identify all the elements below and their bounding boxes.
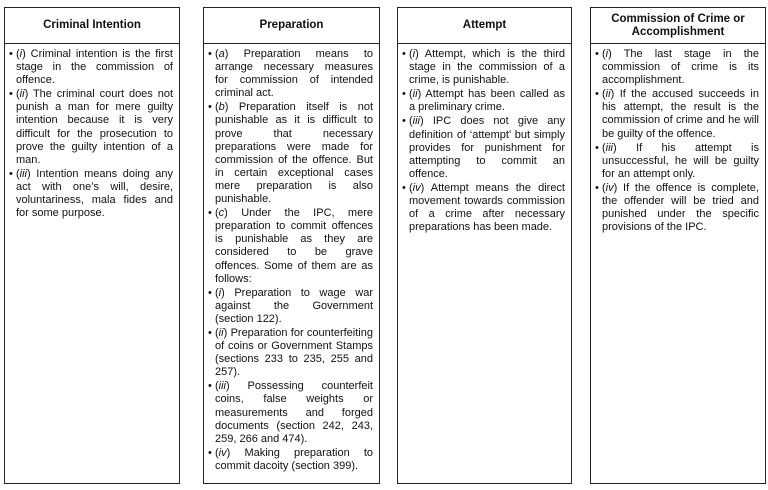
item-text: If his attempt is unsuccessful, he will be guilty for an attempt only. [602,141,759,180]
column-title: Criminal Intention [5,8,179,44]
list-item: • (i) Preparation to wage war against the Government (section 122). [208,286,373,325]
item-number: i [412,48,416,60]
item-text: Attempt means the direct movement towards commission of a crime after necessary preparations has been made. [409,181,565,234]
bullet-icon: • [595,48,599,60]
item-number: i [605,48,609,60]
bullet-icon: • [208,207,212,220]
item-number: iii [605,141,614,154]
item-text: Intention means doing any act with one’s will, desire, voluntariness, mala fides and for some purpose. [16,167,173,220]
list-item: • (b) Preparation itself is not punishable as it is difficult to prove that necessary preparations were made for commission of the offence. But in certain exceptional cases mere preparation is also punishable. [208,101,373,206]
item-list [5,44,179,220]
column-criminal-intention [4,7,180,484]
item-number: a [218,48,225,60]
list-item: • (iv) Making preparation to commit dacoity (section 399). [208,446,373,472]
list-item: • (i) Attempt, which is the third stage in the commission of a crime, is punishable. [402,48,565,87]
item-number: ii [412,88,418,101]
item-text: Attempt has been called as a preliminary crime. [409,88,565,114]
bullet-icon: • [208,48,212,60]
item-text: The criminal court does not punish a man for mere guilty intention because it is very difficult for the prosecution to prove the guilty intention of a man. [16,88,173,166]
item-number: i [19,48,23,60]
bullet-icon: • [402,115,406,128]
column-preparation [203,7,380,484]
item-list [204,44,379,473]
item-text: Preparation to wage war against the Government (section 122). [215,286,373,325]
item-number: ii [218,326,224,339]
item-text: Possessing counterfeit coins, false weights or measurements and forged documents (section 242, 243, 259, 266 and 474). [215,380,373,445]
item-text: Preparation means to arrange necessary measures for commission of intended criminal act. [215,48,373,100]
item-number: iii [412,115,421,128]
bullet-icon: • [9,167,13,180]
list-item: • (ii) The criminal court does not punish a man for mere guilty intention because it is very difficult for the prosecution to prove the guilty intention of a man. [9,88,173,166]
item-text: Under the IPC, mere preparation to commit offences is punishable as they are considered to be grave offences. Some of them are as follows: [215,207,373,285]
list-item: • (iii) Intention means doing any act with one’s will, desire, voluntariness, mala fides and for some purpose. [9,167,173,220]
bullet-icon: • [9,48,13,60]
bullet-icon: • [9,88,13,101]
item-text: Preparation for counterfeiting of coins or Government Stamps (sections 233 to 235, 255 and 257). [215,326,373,379]
item-list [398,44,571,234]
item-number: iv [605,181,614,194]
list-item: • (c) Under the IPC, mere preparation to commit offences is punishable as they are considered to be grave offences. Some of them are as follows: [208,207,373,285]
column-title: Commission of Crime or Accomplishment [591,8,765,44]
column-title: Preparation [204,8,379,44]
list-item: • (ii) Preparation for counterfeiting of coins or Government Stamps (sections 233 to 235, 255 and 257). [208,326,373,379]
list-item: • (iv) If the offence is complete, the offender will be tried and punished under the specific provisions of the IPC. [595,181,759,234]
bullet-icon: • [402,88,406,101]
list-item: • (i) Criminal intention is the first stage in the commission of offence. [9,48,173,87]
item-number: iii [218,380,227,393]
item-number: b [218,101,225,114]
item-text: The last stage in the commission of crime is its accomplishment. [602,48,759,87]
item-number: iii [19,167,28,180]
item-number: ii [19,88,25,101]
list-item: • (a) Preparation means to arrange necessary measures for commission of intended criminal act. [208,48,373,100]
list-item: • (iii) If his attempt is unsuccessful, he will be guilty for an attempt only. [595,141,759,180]
item-text: Making preparation to commit dacoity (section 399). [215,446,373,472]
list-item: • (ii) If the accused succeeds in his attempt, the result is the commission of crime and he will be guilty of the offence. [595,88,759,140]
column-attempt [397,7,572,484]
bullet-icon: • [208,326,212,339]
item-text: If the offence is complete, the offender will be tried and punished under the specific provisions of the IPC. [602,181,759,234]
bullet-icon: • [595,141,599,154]
list-item: • (iii) Possessing counterfeit coins, false weights or measurements and forged documents (section 242, 243, 259, 266 and 474). [208,380,373,445]
bullet-icon: • [595,88,599,101]
item-text: Attempt, which is the third stage in the commission of a crime, is punishable. [409,48,565,87]
item-number: ii [605,88,611,101]
item-number: iv [412,181,421,194]
item-number: c [218,207,225,220]
bullet-icon: • [402,48,406,60]
column-title: Attempt [398,8,571,44]
list-item: • (iv) Attempt means the direct movement towards commission of a crime after necessary preparations has been made. [402,181,565,234]
list-item: • (i) The last stage in the commission of crime is its accomplishment. [595,48,759,87]
column-commission-of-crime [590,7,766,484]
bullet-icon: • [208,286,212,299]
bullet-icon: • [402,181,406,194]
list-item: • (iii) IPC does not give any definition of ‘attempt’ but simply provides for punishment for attempting to commit an offence. [402,115,565,180]
item-text: Criminal intention is the first stage in the commission of offence. [16,48,173,87]
item-text: IPC does not give any definition of ‘attempt’ but simply provides for punishment for attempting to commit an offence. [409,115,565,180]
bullet-icon: • [595,181,599,194]
list-item: • (ii) Attempt has been called as a preliminary crime. [402,88,565,114]
item-list [591,44,765,234]
bullet-icon: • [208,380,212,393]
item-text: Preparation itself is not punishable as it is difficult to prove that necessary preparations were made for commission of the offence. But in certain exceptional cases mere preparation is also punishable. [215,101,373,206]
bullet-icon: • [208,101,212,114]
item-number: iv [218,446,227,459]
bullet-icon: • [208,446,212,459]
item-number: i [218,286,222,299]
item-text: If the accused succeeds in his attempt, the result is the commission of crime and he will be guilty of the offence. [602,88,759,140]
